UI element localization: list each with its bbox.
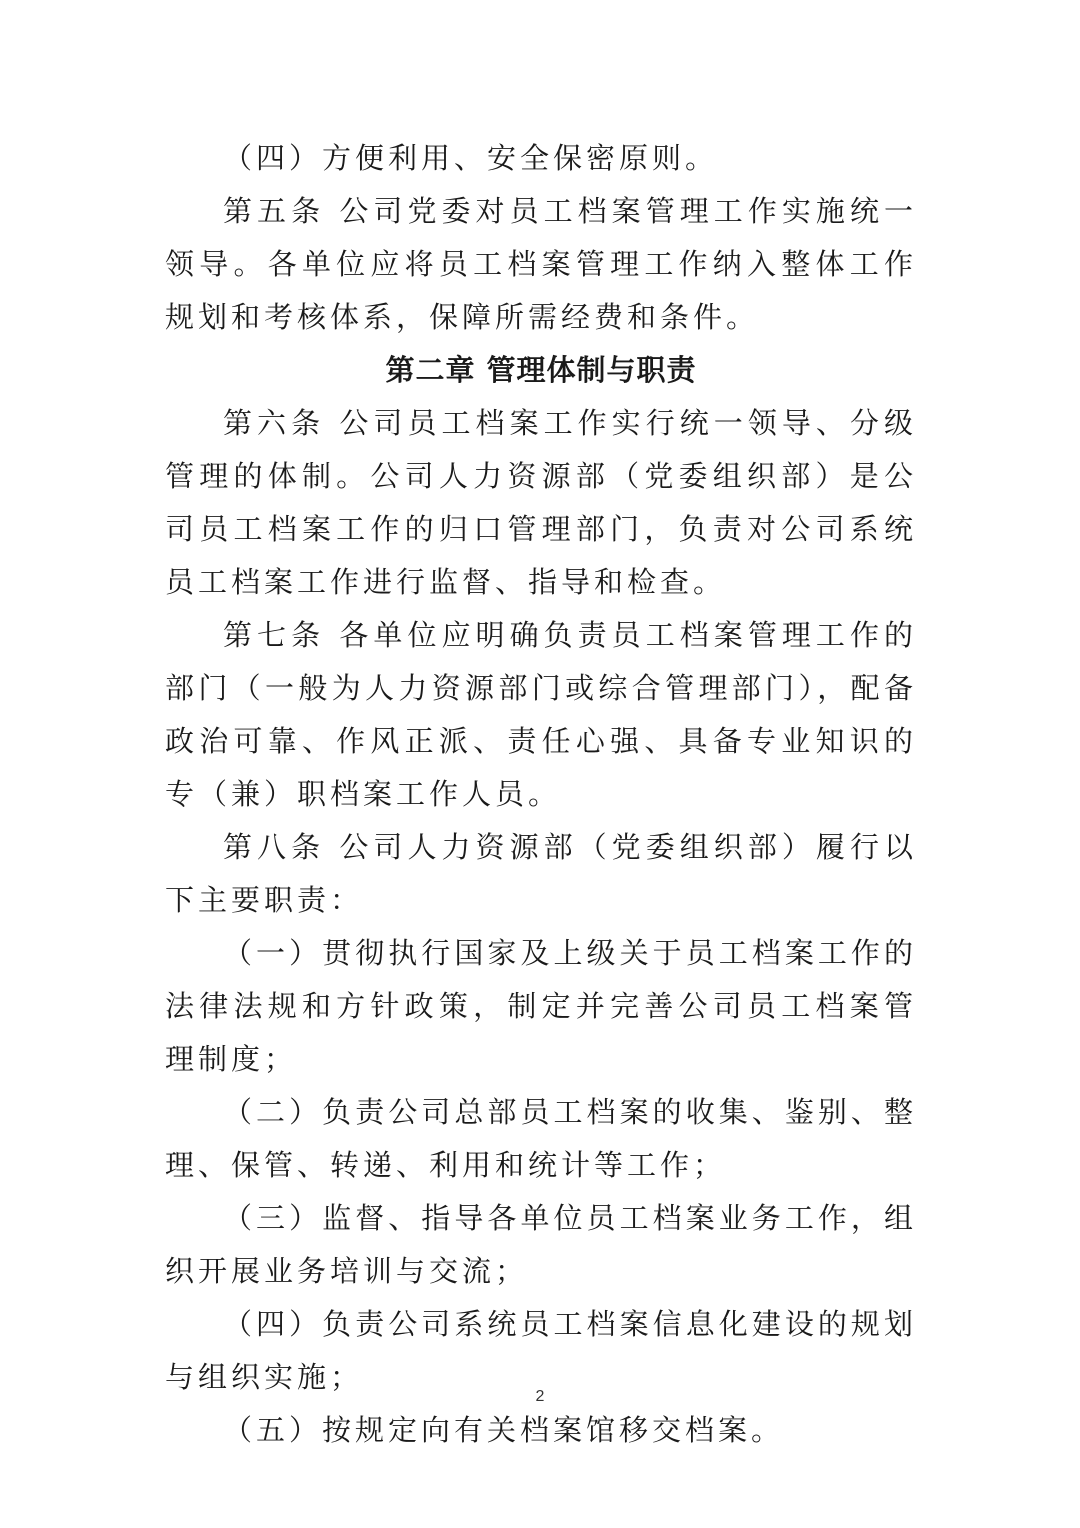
list-item-duty-2: （二）负责公司总部员工档案的收集、鉴别、整理、保管、转递、利用和统计等工作； xyxy=(165,1095,917,1182)
chapter-heading: 第二章 管理体制与职责 xyxy=(385,353,697,387)
paragraph-article-8: 第八条 公司人力资源部（党委组织部）履行以下主要职责： xyxy=(165,830,917,917)
page-number: 2 xyxy=(535,1388,545,1405)
document-body xyxy=(165,132,917,1457)
list-item-duty-5: （五）按规定向有关档案馆移交档案。 xyxy=(223,1413,785,1447)
list-item-duty-4: （四）负责公司系统员工档案信息化建设的规划与组织实施； xyxy=(165,1307,917,1394)
paragraph-article-5: 第五条 公司党委对员工档案管理工作实施统一领导。各单位应将员工档案管理工作纳入整体工作规划和考核体系，保障所需经费和条件。 xyxy=(165,194,917,334)
list-item-duty-3: （三）监督、指导各单位员工档案业务工作，组织开展业务培训与交流； xyxy=(165,1201,917,1288)
paragraph-principle-4: （四）方便利用、安全保密原则。 xyxy=(223,141,719,175)
paragraph-article-7: 第七条 各单位应明确负责员工档案管理工作的部门（一般为人力资源部门或综合管理部门），配备政治可靠、作风正派、责任心强、具备专业知识的专（兼）职档案工作人员。 xyxy=(165,618,917,811)
list-item-duty-1: （一）贯彻执行国家及上级关于员工档案工作的法律法规和方针政策，制定并完善公司员工档案管理制度； xyxy=(165,936,917,1076)
paragraph-article-6: 第六条 公司员工档案工作实行统一领导、分级管理的体制。公司人力资源部（党委组织部）是公司员工档案工作的归口管理部门，负责对公司系统员工档案工作进行监督、指导和检查。 xyxy=(165,406,917,599)
